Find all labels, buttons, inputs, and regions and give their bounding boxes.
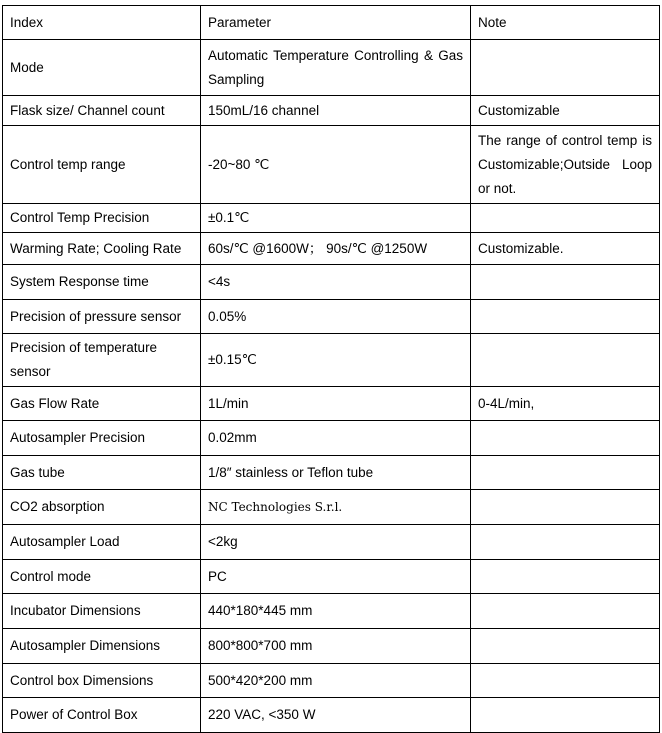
parameter-cell: ±0.15℃ — [201, 334, 471, 387]
header-row — [3, 6, 660, 40]
table-row — [3, 421, 660, 456]
index-cell: Incubator Dimensions — [3, 594, 201, 629]
table-row — [3, 698, 660, 733]
index-cell: Autosampler Precision — [3, 421, 201, 456]
parameter-cell: 500*420*200 mm — [201, 664, 471, 698]
parameter-cell: <4s — [201, 265, 471, 300]
note-cell — [471, 629, 660, 664]
parameter-cell: 800*800*700 mm — [201, 629, 471, 664]
parameter-cell: 60s/℃ @1600W； 90s/℃ @1250W — [201, 233, 471, 265]
note-cell — [471, 40, 660, 96]
table-row — [3, 40, 660, 96]
index-cell: Precision of temperature sensor — [3, 334, 201, 387]
table-row — [3, 560, 660, 594]
table-row — [3, 664, 660, 698]
index-cell: Warming Rate; Cooling Rate — [3, 233, 201, 265]
note-cell — [471, 334, 660, 387]
header-note: Note — [471, 6, 660, 40]
table-row — [3, 594, 660, 629]
table-row — [3, 387, 660, 421]
index-cell: Autosampler Load — [3, 525, 201, 560]
header-parameter: Parameter — [201, 6, 471, 40]
note-cell — [471, 490, 660, 525]
table-row — [3, 204, 660, 233]
index-cell: Flask size/ Channel count — [3, 96, 201, 126]
index-cell: Gas tube — [3, 456, 201, 490]
note-cell: 0-4L/min, — [471, 387, 660, 421]
note-cell — [471, 265, 660, 300]
parameter-cell: 1L/min — [201, 387, 471, 421]
table-row — [3, 300, 660, 334]
table-row — [3, 96, 660, 126]
parameter-cell: Automatic Temperature Controlling & Gas Sampling — [201, 40, 471, 96]
spec-table — [2, 5, 660, 733]
note-cell — [471, 421, 660, 456]
parameter-cell: PC — [201, 560, 471, 594]
parameter-cell: ±0.1℃ — [201, 204, 471, 233]
note-cell — [471, 560, 660, 594]
index-cell: Power of Control Box — [3, 698, 201, 733]
note-cell — [471, 664, 660, 698]
parameter-cell: NC Technologies S.r.l. — [201, 490, 471, 525]
note-cell — [471, 456, 660, 490]
table-row — [3, 629, 660, 664]
header-index: Index — [3, 6, 201, 40]
table-row — [3, 334, 660, 387]
parameter-cell: -20~80 ℃ — [201, 126, 471, 204]
parameter-cell: 0.02mm — [201, 421, 471, 456]
parameter-cell: 440*180*445 mm — [201, 594, 471, 629]
index-cell: Control mode — [3, 560, 201, 594]
note-cell — [471, 300, 660, 334]
index-cell: Gas Flow Rate — [3, 387, 201, 421]
index-cell: CO2 absorption — [3, 490, 201, 525]
parameter-cell: 0.05% — [201, 300, 471, 334]
table-row — [3, 490, 660, 525]
table-row — [3, 233, 660, 265]
table-row — [3, 525, 660, 560]
parameter-cell: 220 VAC, <350 W — [201, 698, 471, 733]
parameter-cell: 150mL/16 channel — [201, 96, 471, 126]
note-cell: Customizable. — [471, 233, 660, 265]
index-cell: Autosampler Dimensions — [3, 629, 201, 664]
index-cell: Control box Dimensions — [3, 664, 201, 698]
table-row — [3, 265, 660, 300]
note-cell: Customizable — [471, 96, 660, 126]
index-cell: Control temp range — [3, 126, 201, 204]
note-cell: The range of control temp is Customizable;Outside Loop or not. — [471, 126, 660, 204]
note-cell — [471, 698, 660, 733]
note-cell — [471, 525, 660, 560]
table-row — [3, 126, 660, 204]
note-cell — [471, 204, 660, 233]
note-cell — [471, 594, 660, 629]
index-cell: Precision of pressure sensor — [3, 300, 201, 334]
index-cell: Mode — [3, 40, 201, 96]
parameter-cell: 1/8″ stainless or Teflon tube — [201, 456, 471, 490]
index-cell: System Response time — [3, 265, 201, 300]
parameter-cell: <2kg — [201, 525, 471, 560]
index-cell: Control Temp Precision — [3, 204, 201, 233]
table-row — [3, 456, 660, 490]
